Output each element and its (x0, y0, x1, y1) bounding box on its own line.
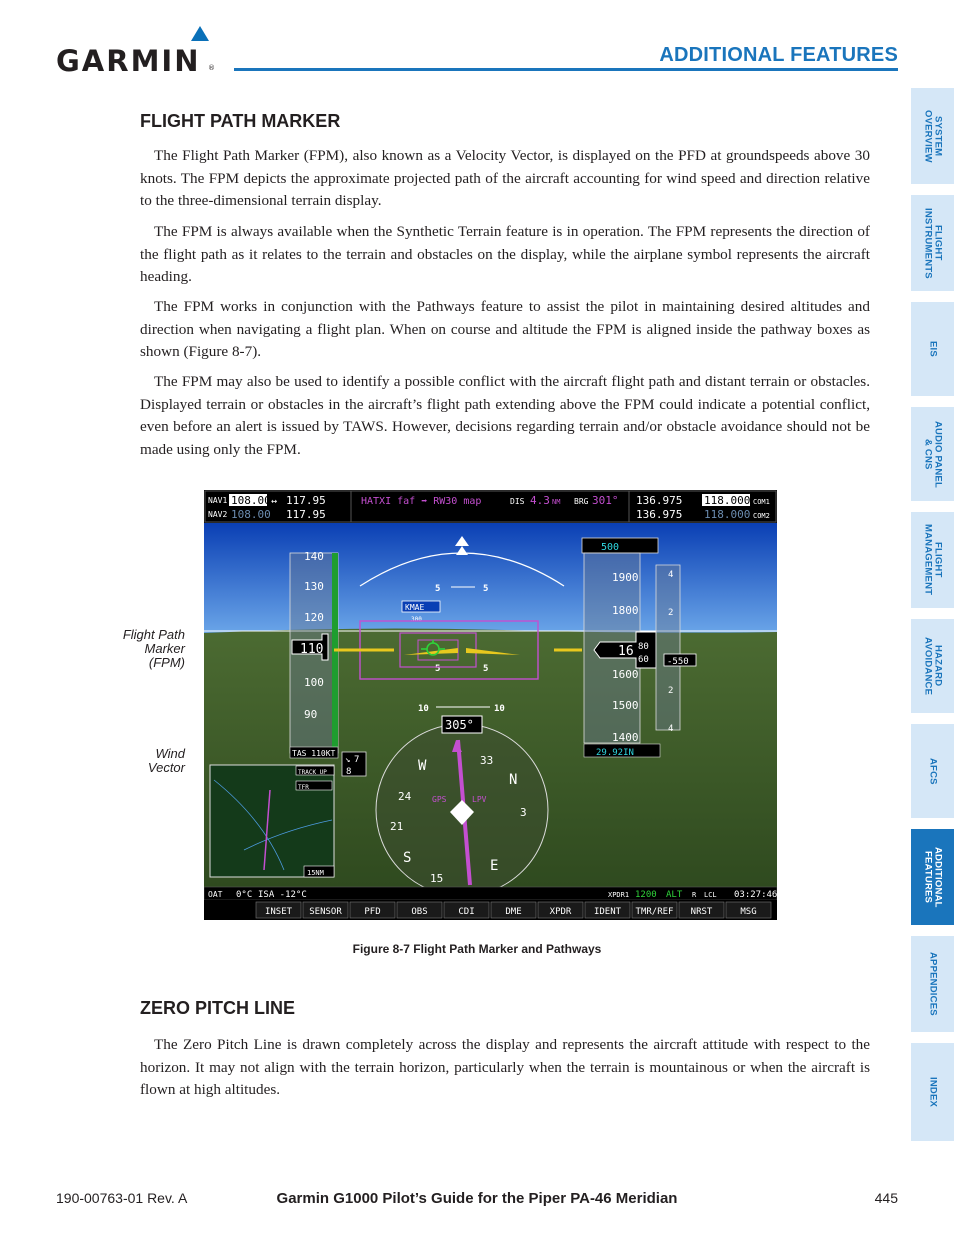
compass-label: S (403, 850, 412, 866)
com1-standby: 118.000 (704, 494, 751, 507)
altitude-tick: 1400 (612, 731, 639, 744)
paragraph: The Flight Path Marker (FPM), also known as a Velocity Vector, is displayed on the PFD at groundspeeds above 30 knots. The FPM depicts the approximate projected path of the aircraft accounting for wind speed and direction relative to the three-dimensional terrain display. (140, 147, 870, 209)
tas-readout: TAS 110KT (292, 749, 336, 758)
tab-label: FLIGHT MANAGEMENT (922, 524, 944, 596)
compass-label: 15 (430, 872, 444, 885)
nav-arrow-icon: ↔ (271, 496, 278, 507)
tab-afcs[interactable] (911, 724, 954, 818)
softkey-label: INSET (264, 907, 293, 917)
nav2-standby: 117.95 (286, 508, 326, 521)
softkey-label: OBS (411, 907, 428, 917)
tab-label: ADDITIONAL FEATURES (922, 846, 944, 908)
logo-text: GARMIN (56, 44, 201, 78)
softkey-label: DME (505, 907, 522, 917)
gps-label: GPS (432, 795, 447, 804)
softkey-label: NRST (690, 907, 713, 917)
heading-zero-pitch-line: ZERO PITCH LINE (140, 998, 296, 1018)
paragraph: The FPM may also be used to identify a possible conflict with the aircraft flight path and distant terrain or obstacles. Displayed terrain or obstacles in the aircraft’s flight path extending above the FPM could indicate a potential conflict, even before an alert is issued by TAWS. However, decisions regarding terrain and/or obstacle avoidance should not be made using only the FPM. (140, 373, 870, 458)
tab-label: INDEX (927, 1076, 939, 1108)
inset-zoom: 15NM (307, 869, 324, 877)
tab-hazard-avoidance[interactable] (911, 619, 954, 713)
xpdr-reply: R (692, 891, 697, 899)
softkey-label: CDI (458, 907, 475, 917)
vsi-value: -550 (667, 657, 689, 667)
com2-label: COM2 (753, 512, 770, 520)
inset-tfr: TFR (298, 784, 309, 791)
header-rule (234, 68, 898, 71)
tab-label: FLIGHT INSTRUMENTS (922, 207, 944, 279)
pitch-label: 5 (435, 664, 441, 674)
compass-label: W (418, 758, 427, 774)
dis-value: 4.3 (530, 494, 550, 507)
softkey-label: PFD (364, 907, 381, 917)
nav1-label: NAV1 (208, 496, 228, 505)
selected-altitude: 500 (601, 542, 620, 553)
compass-label: 33 (480, 754, 494, 767)
lcl-label: LCL (704, 891, 717, 899)
footer-title: Garmin G1000 Pilot’s Guide for the Piper PA-46 Meridian (276, 1190, 678, 1207)
logo-triangle-icon (191, 26, 209, 41)
baro-setting: 29.92IN (596, 748, 634, 758)
pitch-label: 5 (435, 584, 441, 594)
tab-label: AFCS (927, 757, 939, 785)
tab-label: AUDIO PANEL & CNS (922, 420, 944, 488)
waypoint-sub: 300 (411, 616, 422, 623)
flight-plan-leg: HATXI faf ➡ RW30 map (361, 496, 482, 507)
heading-flight-path-marker: FLIGHT PATH MARKER (140, 111, 341, 131)
tab-label: APPENDICES (927, 952, 939, 1016)
nav1-standby: 117.95 (286, 494, 326, 507)
wind-arrow-icon: ↘ (345, 755, 351, 765)
compass-label: N (509, 772, 518, 788)
airspeed-tick: 140 (304, 550, 324, 563)
airspeed-tick: 120 (304, 611, 324, 624)
pitch-label: 10 (418, 704, 429, 714)
paragraph: The FPM is always available when the Synthetic Terrain feature is in operation. The FPM represents the direction of the flight path as it relates to the terrain and obstacles on the display, while the airplane symbol represents the aircraft heading. (140, 223, 870, 285)
pitch-label: 5 (483, 584, 489, 594)
vsi-tick: 4 (668, 724, 674, 734)
softkey-label: XPDR (549, 907, 572, 917)
footer-page-number: 445 (874, 1190, 898, 1206)
clock: 03:27:46 (734, 890, 777, 900)
isa-value: ISA -12°C (258, 890, 307, 900)
airspeed-tick: 90 (304, 708, 318, 721)
tab-additional-features[interactable] (911, 829, 954, 925)
tab-index[interactable] (911, 1043, 954, 1141)
heading-readout: 305° (445, 718, 474, 732)
altitude-current: 16 (618, 644, 634, 659)
figure-caption: Figure 8-7 Flight Path Marker and Pathways (352, 942, 602, 956)
airspeed-tick: 130 (304, 580, 324, 593)
tab-eis[interactable] (911, 302, 954, 396)
dis-unit: NM (552, 498, 561, 506)
wind-direction: 7 (354, 755, 360, 765)
altitude-tick: 1800 (612, 604, 639, 617)
airspeed-tick: 100 (304, 676, 324, 689)
softkey-bar (256, 902, 771, 918)
altitude-tick: 1900 (612, 571, 639, 584)
callout-fpm: Flight Path Marker (FPM) (122, 627, 185, 670)
compass-label: E (490, 858, 499, 874)
com1-label: COM1 (753, 498, 770, 506)
softkey-label: MSG (740, 907, 757, 917)
brg-label: BRG (574, 497, 589, 506)
wind-speed: 8 (346, 767, 352, 777)
pitch-label: 10 (494, 704, 505, 714)
softkey-label: TMR/REF (635, 907, 674, 917)
dis-label: DIS (510, 497, 525, 506)
tab-flight-instruments[interactable] (911, 195, 954, 291)
softkey-label: SENSOR (309, 907, 342, 917)
pitch-label: 5 (483, 664, 489, 674)
oat-label: OAT (208, 890, 223, 899)
com2-active: 136.975 (636, 508, 683, 521)
nav2-label: NAV2 (208, 510, 228, 519)
com2-standby: 118.000 (704, 508, 751, 521)
pfd-figure (204, 490, 777, 920)
com1-active: 136.975 (636, 494, 683, 507)
logo-registered-mark: ® (208, 64, 215, 72)
oat-value: 0°C (236, 890, 253, 900)
waypoint-tag: KMAE (405, 603, 425, 612)
altitude-tick: 1600 (612, 668, 639, 681)
vsi-tick: 2 (668, 608, 674, 618)
inset-track-up: TRACK UP (298, 769, 327, 776)
vsi-tick: 2 (668, 686, 674, 696)
squawk-code: 1200 (635, 890, 657, 900)
altitude-roll: 60 (638, 655, 649, 665)
compass-label: 21 (390, 820, 404, 833)
xpdr-mode: ALT (666, 890, 683, 900)
tab-label: HAZARD AVOIDANCE (922, 636, 944, 696)
garmin-logo (56, 26, 218, 76)
compass-label: 24 (398, 790, 412, 803)
tab-flight-management[interactable] (911, 512, 954, 608)
xpdr-label: XPDR1 (608, 891, 630, 899)
paragraph: The FPM works in conjunction with the Pathways feature to assist the pilot in maintaining desired altitudes and direction when navigating a flight plan. When on course and altitude the FPM is aligned inside the pathway boxes as shown (Figure 8-7). (140, 298, 870, 360)
tab-label: EIS (927, 341, 939, 357)
tab-audio-panel[interactable] (911, 407, 954, 501)
section-title: ADDITIONAL FEATURES (659, 44, 898, 66)
tab-label: SYSTEM OVERVIEW (922, 109, 944, 163)
pfd-display (204, 490, 777, 920)
tab-system-overview[interactable] (911, 88, 954, 184)
lpv-label: LPV (472, 795, 487, 804)
paragraph: The Zero Pitch Line is drawn completely across the display and represents the aircraft attitude with respect to the horizon. It may not align with the terrain horizon, particularly when the terrain is mountainous or when the aircraft is flown at high altitudes. (140, 1036, 870, 1098)
brg-value: 301° (592, 494, 619, 507)
vsi-tick: 4 (668, 570, 674, 580)
compass-label: 3 (520, 806, 527, 819)
airspeed-current: 110 (300, 642, 324, 657)
altitude-roll: 80 (638, 642, 649, 652)
nav2-active: 108.00 (231, 508, 271, 521)
softkey-label: IDENT (593, 907, 622, 917)
nav1-active: 108.00 (231, 494, 271, 507)
altitude-tick: 1500 (612, 699, 639, 712)
callout-wind-vector: Wind Vector (147, 746, 185, 775)
footer-doc-number: 190-00763-01 Rev. A (56, 1190, 188, 1206)
